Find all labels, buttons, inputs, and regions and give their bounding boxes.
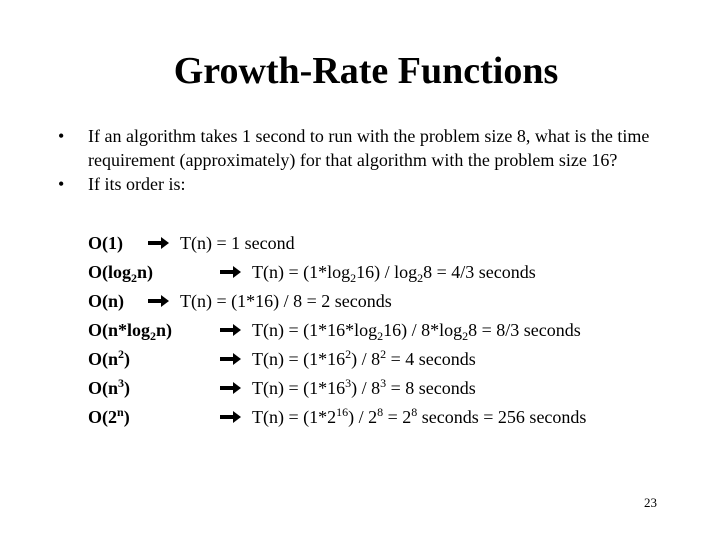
order-label: O(1) xyxy=(88,233,123,253)
slide-title: Growth-Rate Functions xyxy=(173,50,559,92)
order-list xyxy=(88,229,688,432)
order-row-exponential xyxy=(88,403,688,432)
bullet-text: If its order is: xyxy=(88,174,186,194)
order-formula: $T(n) = (1*16^3) / 8^3 = 8$ seconds xyxy=(220,374,476,403)
thick-right-arrow-icon xyxy=(220,265,242,279)
order-label: O(n) xyxy=(88,291,124,311)
thick-right-arrow-icon xyxy=(220,410,242,424)
thick-right-arrow-icon xyxy=(220,381,242,395)
order-label: $O(n^3)$ xyxy=(88,376,131,398)
bullet-marker: • xyxy=(58,174,65,194)
order-label: $O(\log_2n)$ xyxy=(88,262,154,285)
bullet-marker: • xyxy=(58,126,65,146)
order-row-linear xyxy=(88,287,688,316)
thick-right-arrow-icon xyxy=(220,323,242,337)
order-row-constant xyxy=(88,229,688,258)
bullet-text: If an algorithm takes 1 second to run with the problem size 8, what is the time requirement (approximately) for that algorithm with the problem size 16? xyxy=(88,126,650,170)
order-row-logarithmic xyxy=(88,258,688,287)
bullet-item-order xyxy=(58,172,678,196)
order-formula: T(n) = (1*16) / 8 = 2 seconds xyxy=(148,287,392,316)
order-row-quadratic xyxy=(88,345,688,374)
thick-right-arrow-icon xyxy=(220,352,242,366)
page-number: 23 xyxy=(644,495,657,510)
order-row-cubic xyxy=(88,374,688,403)
order-formula: $T(n) = (1*2^{16}) / 2^8 = 2^8$ seconds = 256 seconds xyxy=(220,403,586,432)
order-formula: $T(n) = (1*16^2) / 8^2 = 4$ seconds xyxy=(220,345,476,374)
thick-right-arrow-icon xyxy=(148,294,170,308)
bullet-list xyxy=(58,124,678,196)
order-row-linearithmic xyxy=(88,316,688,345)
order-label: $O(n^2)$ xyxy=(88,347,131,369)
order-formula: T(n) = 1 second xyxy=(148,229,295,258)
order-formula: $T(n) = (1*\log_216) / \log_28 = 4/3$ seconds xyxy=(220,258,536,287)
order-label: $O(n*\log_2n)$ xyxy=(88,320,173,343)
order-formula: $T(n) = (1*16*\log_216) / 8*\log_28 = 8/3$ seconds xyxy=(220,316,581,345)
bullet-item-question xyxy=(58,124,678,172)
order-label: O(2$^n$) xyxy=(88,405,130,427)
thick-right-arrow-icon xyxy=(148,236,170,250)
